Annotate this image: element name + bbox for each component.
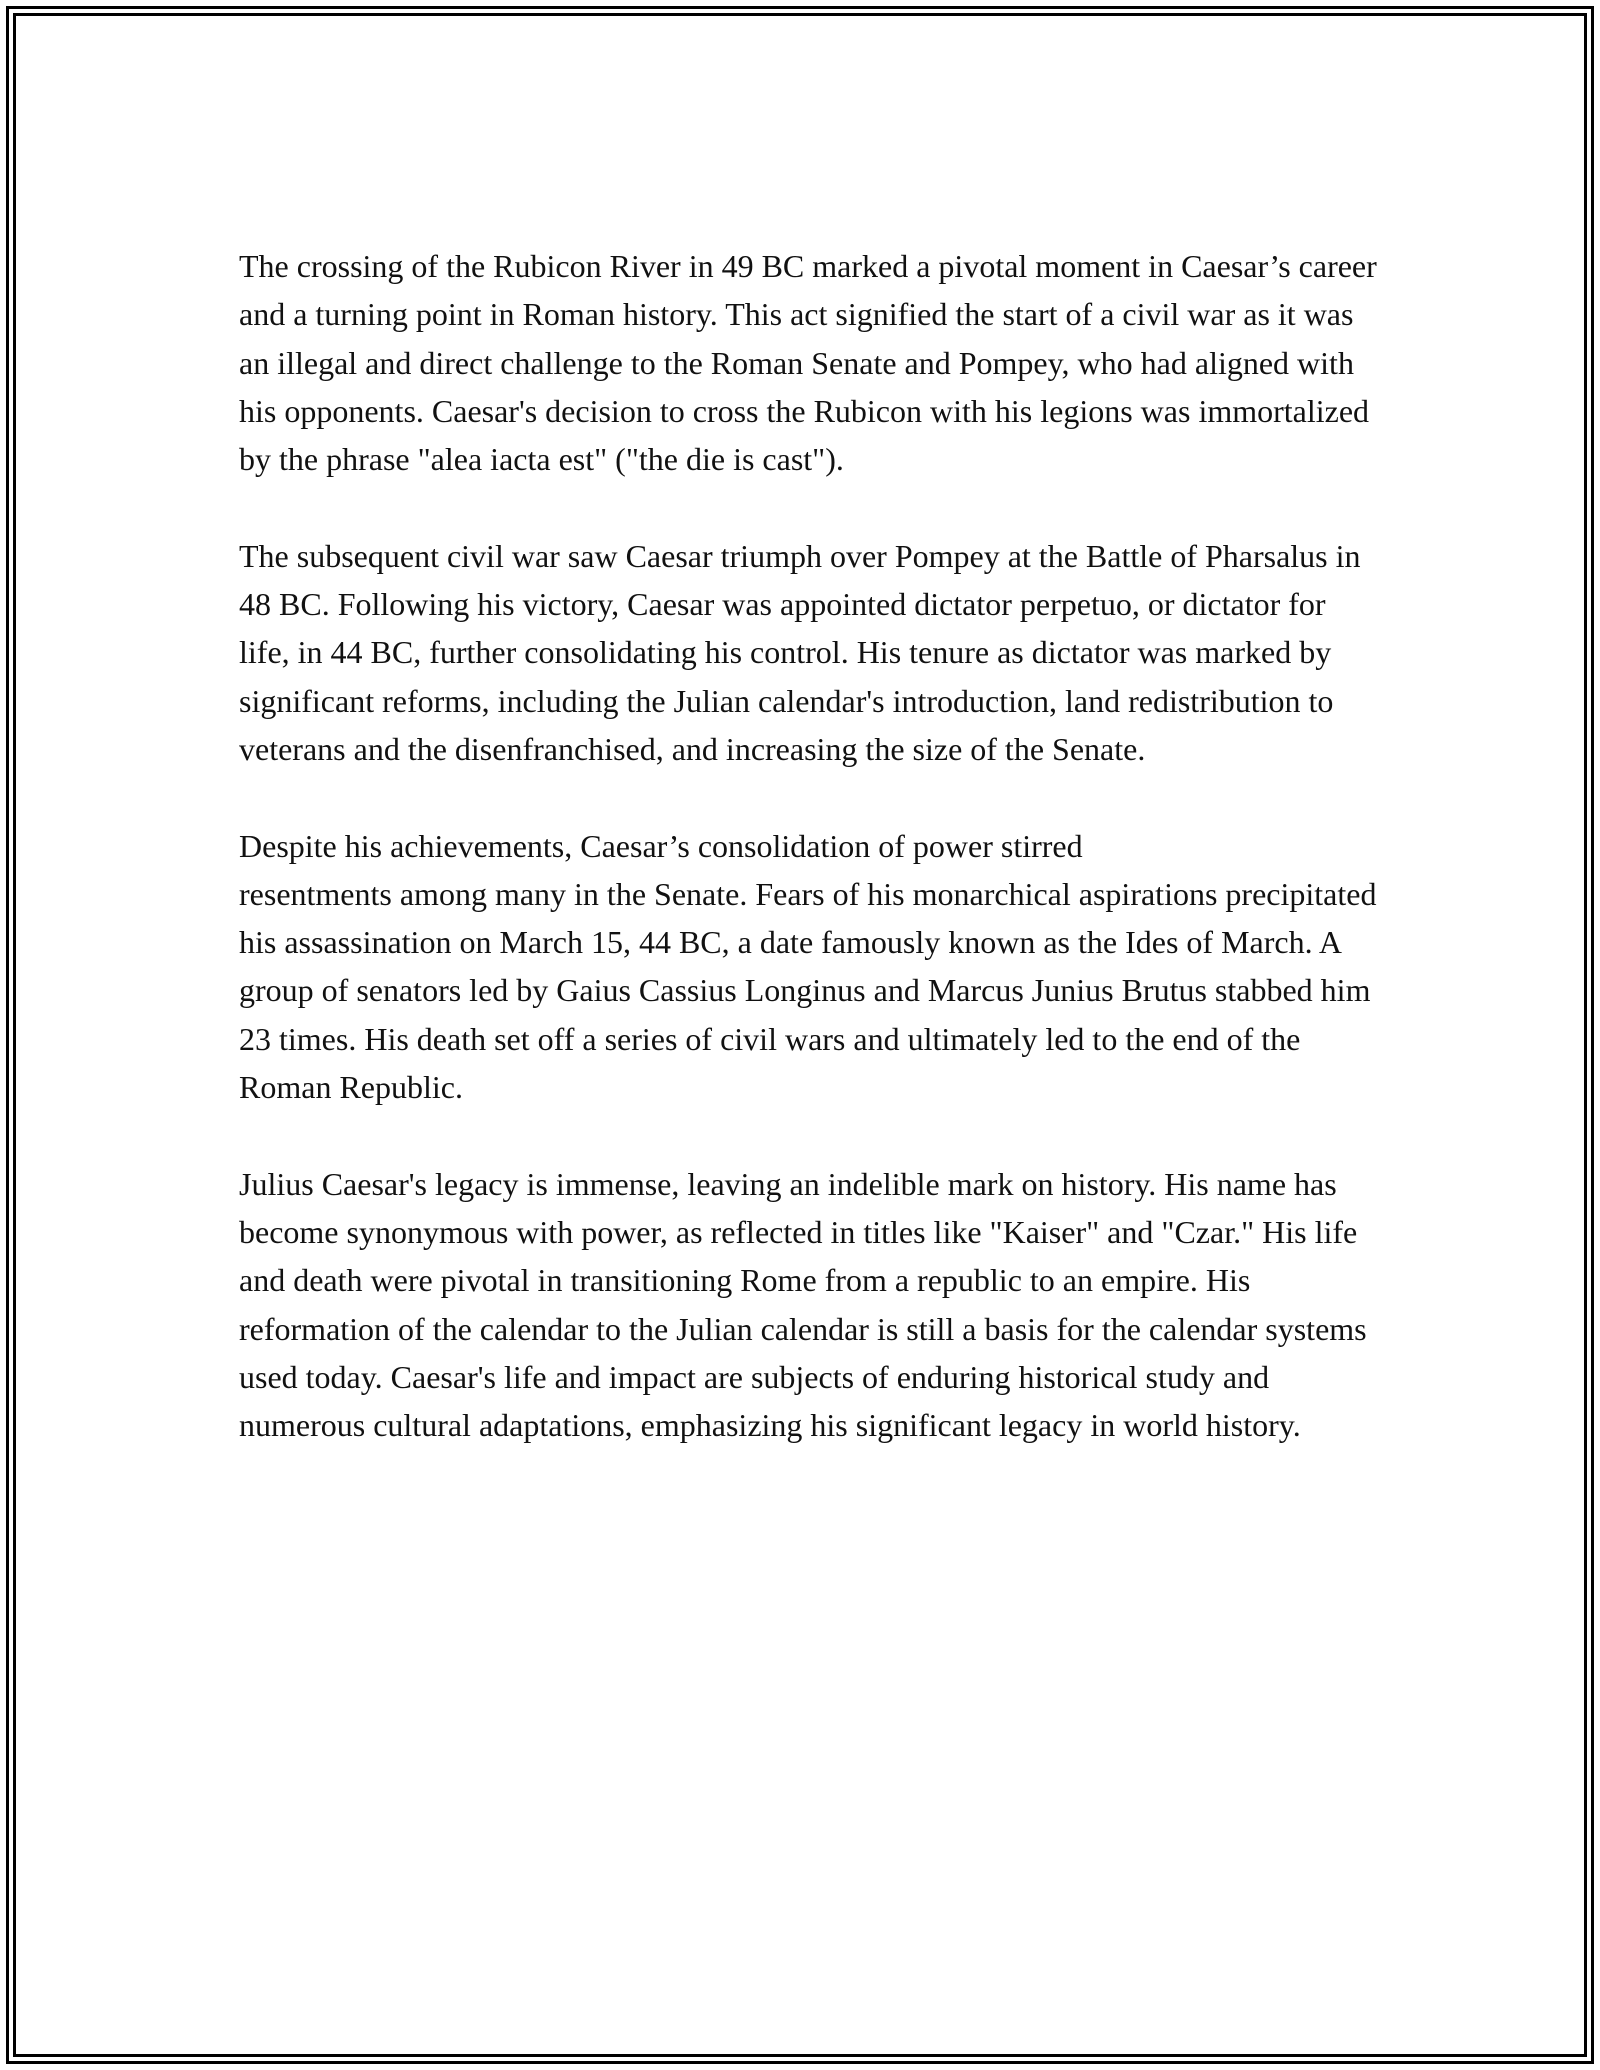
- paragraph-civil-war: The subsequent civil war saw Caesar triumph over Pompey at the Battle of Pharsalus in 48 BC. Following his victory, Caesar was appointed dictator perpetuo, or dictator for life, in 44 BC, further consolidating his control. His tenure as dictator was marked by significant reforms, including the Julian calendar's introduction, land redistribution to veterans and the disenfranchised, and increasing the size of the Senate.: [239, 537, 1361, 767]
- paragraph-rubicon: The crossing of the Rubicon River in 49 BC marked a pivotal moment in Caesar’s career and a turning point in Roman history. This act signified the start of a civil war as it was an illegal and direct challenge to the Roman Senate and Pompey, who had aligned with his opponents. Caesar's decision to cross the Rubicon with his legions was immortalized by the phrase "alea iacta est" ("the die is cast").: [239, 248, 1377, 478]
- document-body: [239, 242, 1379, 1498]
- paragraph-legacy: Julius Caesar's legacy is immense, leaving an indelible mark on history. His name has become synonymous with power, as reflected in titles like "Kaiser" and "Czar." His life and death were pivotal in transitioning Rome from a republic to an empire. His reformation of the calendar to the Julian calendar is still a basis for the calendar systems used today. Caesar's life and impact are subjects of enduring historical study and numerous cultural adaptations, emphasizing his significant legacy in world history.: [239, 1165, 1367, 1444]
- paragraph-assassination: Despite his achievements, Caesar’s consolidation of power stirred resentments among many in the Senate. Fears of his monarchical aspirations precipitated his assassination on March 15, 44 BC, a date famously known as the Ides of March. A group of senators led by Gaius Cassius Longinus and Marcus Junius Brutus stabbed him 23 times. His death set off a series of civil wars and ultimately led to the end of the Roman Republic.: [239, 827, 1377, 1106]
- page-border-inner: [13, 13, 1587, 2057]
- page-border-outer: [6, 6, 1594, 2064]
